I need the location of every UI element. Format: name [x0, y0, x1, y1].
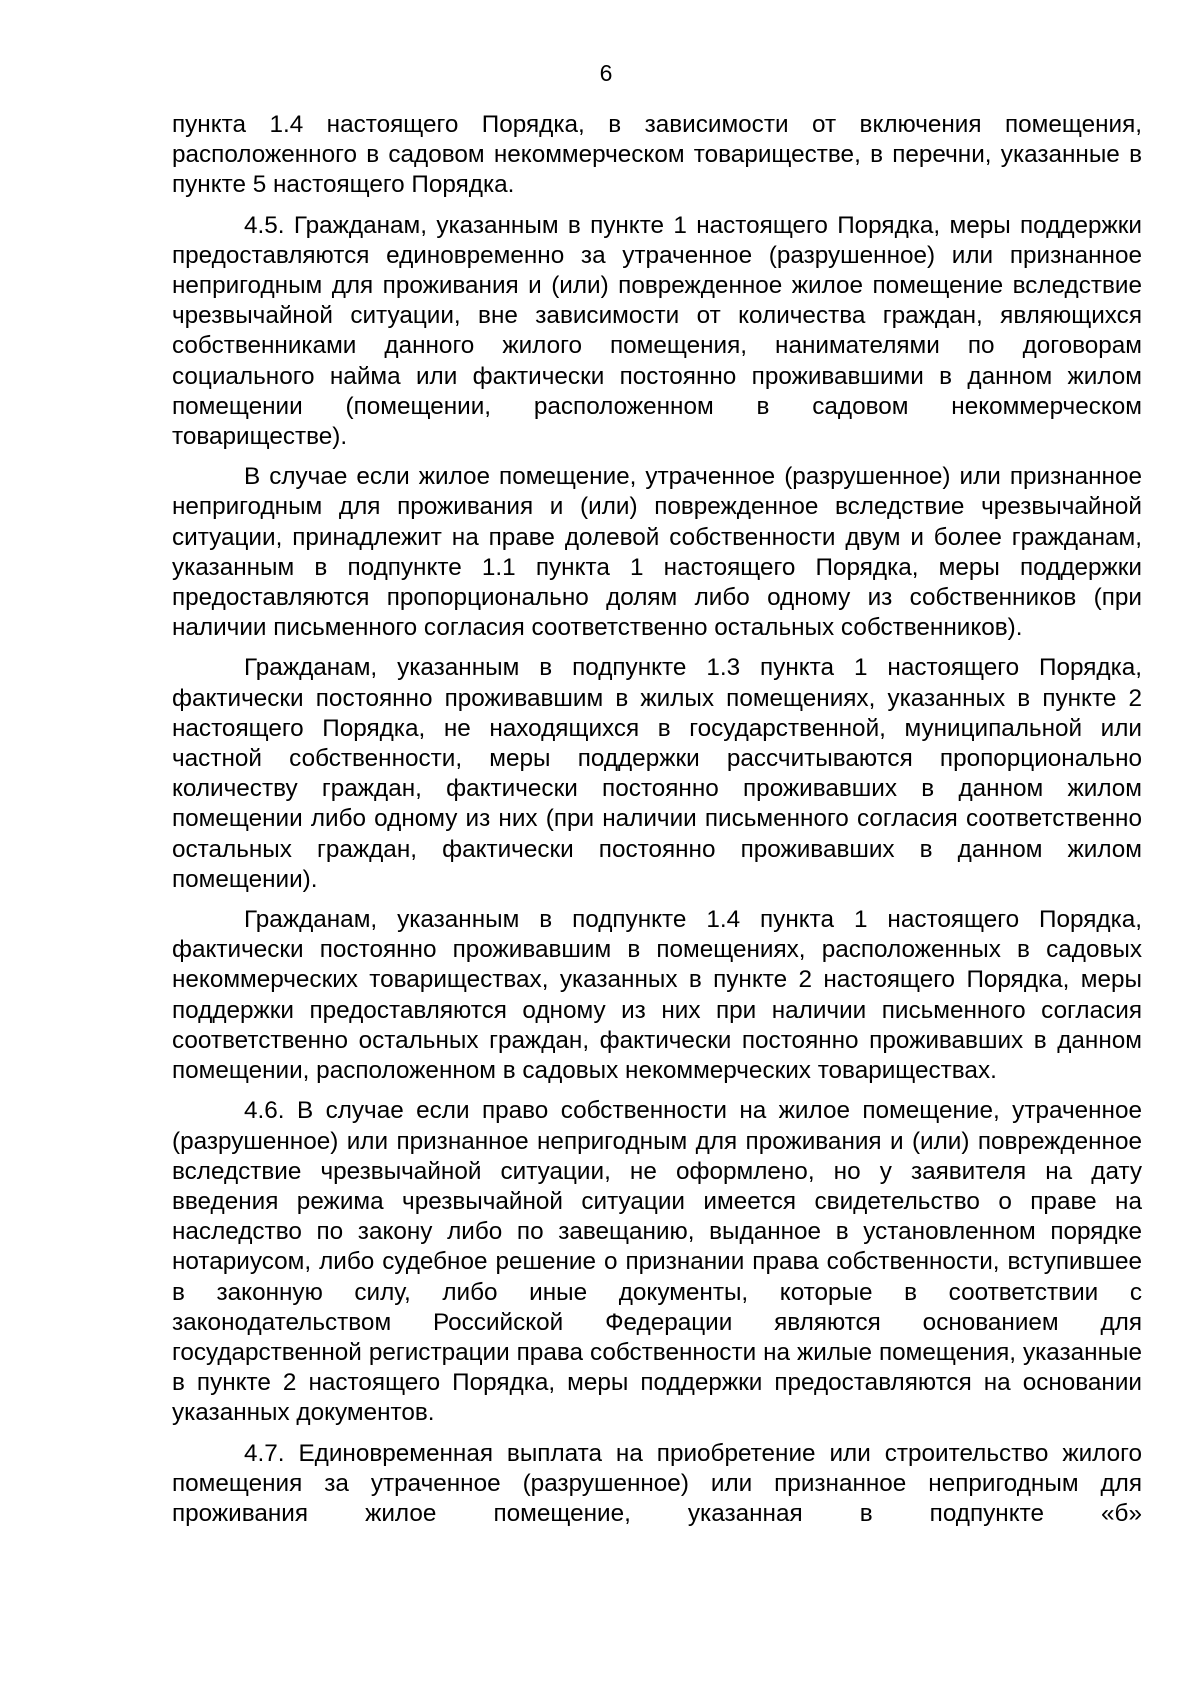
paragraph-shared-ownership: В случае если жилое помещение, утраченное (разрушенное) или признанное непригодным для проживания и (или) поврежденное вследствие чрезвычайной ситуации, принадлежит на праве долевой собственности двум и более гражданам, указанным в подпункте 1.1 пункта 1 настоящего Порядка, меры поддержки предоставляются пропорционально долям либо одному из собственников (при наличии письменного согласия соответственно остальных собственников). — [172, 463, 1142, 642]
paragraph-4-6: 4.6. В случае если право собственности на жилое помещение, утраченное (разрушенное) или признанное непригодным для проживания и (или) поврежденное вследствие чрезвычайной ситуации, не оформлено, но у заявителя на дату введения режима чрезвычайной ситуации имеется свидетельство о праве на наследство по закону либо по завещанию, выданное в установленном порядке нотариусом, либо судебное решение о признании права собственности, вступившее в законную силу, либо иные документы, которые в соответствии с законодательством Российской Федерации являются основанием для государственной регистрации права собственности на жилые помещения, указанные в пункте 2 настоящего Порядка, меры поддержки предоставляются на основании указанных документов. — [172, 1097, 1142, 1427]
paragraph-4-5: 4.5. Гражданам, указанным в пункте 1 настоящего Порядка, меры поддержки предоставляются единовременно за утраченное (разрушенное) или признанное непригодным для проживания и (или) поврежденное жилое помещение вследствие чрезвычайной ситуации, вне зависимости от количества граждан, являющихся собственниками данного жилого помещения, нанимателями по договорам социального найма или фактически постоянно проживавшими в данном жилом помещении (помещении, расположенном в садовом некоммерческом товариществе). — [172, 211, 1142, 451]
paragraph-continuation: пункта 1.4 настоящего Порядка, в зависимости от включения помещения, расположенного в садовом некоммерческом товариществе, в перечни, указанные в пункте 5 настоящего Порядка. — [172, 111, 1142, 199]
paragraph-subclause-1-4: Гражданам, указанным в подпункте 1.4 пункта 1 настоящего Порядка, фактически постоянно проживавшим в помещениях, расположенных в садовых некоммерческих товариществах, указанных в пункте 2 настоящего Порядка, меры поддержки предоставляются одному из них при наличии письменного согласия соответственно остальных граждан, фактически постоянно проживавших в данном помещении, расположенном в садовых некоммерческих товариществах. — [172, 906, 1142, 1085]
page-number: 6 — [599, 60, 613, 86]
paragraph-4-7: 4.7. Единовременная выплата на приобретение или строительство жилого помещения за утраченное (разрушенное) или признанное непригодным для проживания жилое помещение, указанная в подпункте «б» — [172, 1439, 1142, 1527]
paragraph-subclause-1-3: Гражданам, указанным в подпункте 1.3 пункта 1 настоящего Порядка, фактически постоянно проживавшим в жилых помещениях, указанных в пункте 2 настоящего Порядка, не находящихся в государственной, муниципальной или частной собственности, меры поддержки рассчитываются пропорционально количеству граждан, фактически постоянно проживавших в данном жилом помещении либо одному из них (при наличии письменного согласия соответственно остальных граждан, фактически постоянно проживавших в данном жилом помещении). — [172, 654, 1142, 893]
document-body — [172, 110, 1142, 1539]
